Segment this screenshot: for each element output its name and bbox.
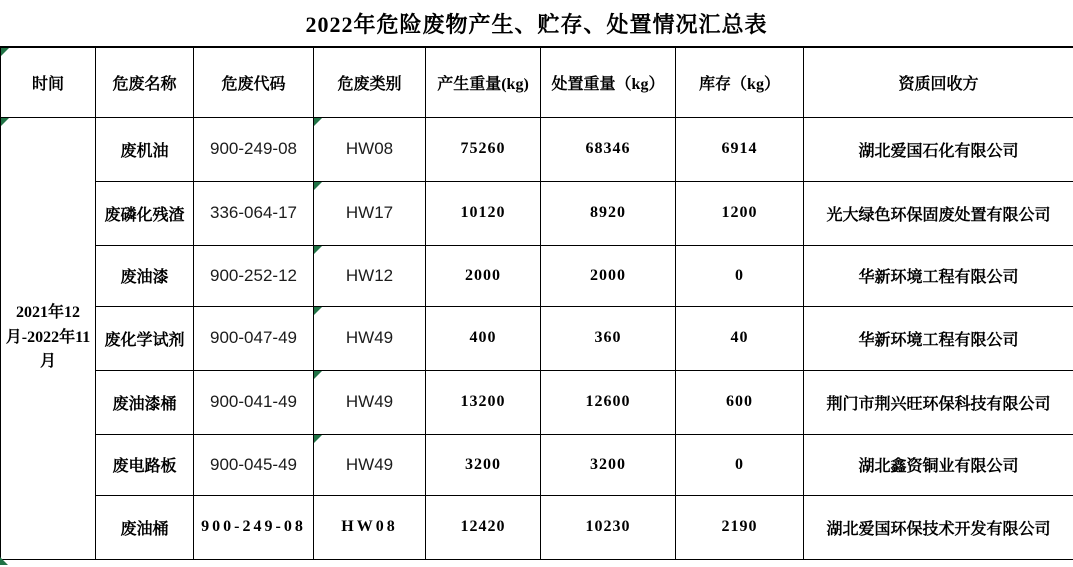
waste-category-value: HW08 [345, 139, 394, 158]
table-row [1, 495, 1073, 559]
error-indicator-icon [314, 118, 322, 126]
error-indicator-icon [314, 307, 322, 315]
cell-stock[interactable] [676, 434, 804, 495]
cell-recycler[interactable] [804, 245, 1073, 306]
table-row [1, 434, 1073, 495]
cell-stock[interactable] [676, 495, 804, 559]
cell-stock[interactable] [676, 245, 804, 306]
waste-category-value: HW12 [345, 265, 394, 285]
cell-stock[interactable] [676, 370, 804, 434]
waste-code-value: 900-047-49 [210, 328, 297, 347]
waste-name-value: 废电路板 [112, 458, 177, 475]
waste-name-value: 废油漆 [120, 269, 169, 286]
cell-waste-name[interactable] [96, 117, 194, 181]
generated-weight-value: 400 [469, 329, 497, 346]
waste-category-value: HW49 [345, 392, 394, 411]
cell-disposed-weight[interactable] [541, 181, 676, 245]
recycler-value: 湖北爱国石化有限公司 [858, 142, 1019, 160]
waste-code-value: 336-064-17 [210, 203, 297, 222]
cell-disposed-weight[interactable] [541, 370, 676, 434]
disposed-weight-value: 3200 [590, 455, 626, 473]
disposed-weight-value: 360 [594, 329, 622, 346]
cell-recycler[interactable] [804, 370, 1073, 434]
waste-name-value: 废化学试剂 [104, 331, 185, 349]
generated-weight-value: 13200 [460, 393, 506, 410]
header-disposed-weight-label: 处置重量（kg） [551, 75, 665, 93]
header-time-label: 时间 [31, 75, 64, 93]
cell-waste-name[interactable] [96, 495, 194, 559]
header-time[interactable] [1, 47, 96, 117]
recycler-value: 华新环境工程有限公司 [858, 331, 1019, 349]
disposed-weight-value: 2000 [590, 266, 626, 284]
error-indicator-icon [314, 435, 322, 443]
cell-generated-weight[interactable] [426, 370, 541, 434]
cell-generated-weight[interactable] [426, 181, 541, 245]
waste-category-value: HW49 [345, 328, 394, 347]
waste-name-value: 废磷化残渣 [104, 206, 185, 224]
error-indicator-icon [314, 182, 322, 190]
cell-waste-name[interactable] [96, 434, 194, 495]
cell-disposed-weight[interactable] [541, 117, 676, 181]
waste-name-value: 废油漆桶 [112, 395, 177, 413]
error-indicator-icon [314, 371, 322, 379]
header-recycler-label: 资质回收方 [898, 75, 979, 93]
recycler-value: 荆门市荆兴旺环保科技有限公司 [826, 395, 1051, 413]
cell-waste-code[interactable] [194, 434, 314, 495]
waste-code-value: 900-045-49 [210, 454, 297, 474]
recycler-value: 湖北爱国环保技术开发有限公司 [826, 520, 1051, 538]
cell-disposed-weight[interactable] [541, 434, 676, 495]
recycler-value: 华新环境工程有限公司 [858, 269, 1019, 286]
generated-weight-value: 3200 [465, 455, 501, 473]
cell-waste-code[interactable] [194, 181, 314, 245]
cell-recycler[interactable] [804, 117, 1073, 181]
table-row [1, 245, 1073, 306]
header-waste-category-label: 危废类别 [337, 75, 402, 93]
disposed-weight-value: 10230 [585, 518, 631, 535]
waste-code-value: 900-041-49 [210, 392, 297, 411]
header-waste-code-label: 危废代码 [221, 75, 286, 93]
cell-waste-category[interactable] [314, 495, 426, 559]
cell-waste-name[interactable] [96, 370, 194, 434]
header-stock-label: 库存（kg） [699, 75, 780, 93]
cell-waste-category[interactable] [314, 370, 426, 434]
cell-waste-code[interactable] [194, 306, 314, 370]
generated-weight-value: 12420 [460, 518, 506, 535]
recycler-value: 湖北鑫资铜业有限公司 [858, 458, 1019, 475]
waste-code-value: 900-252-12 [210, 265, 297, 285]
waste-category-value: HW08 [341, 518, 398, 535]
time-period-value: 2021年12月-2022年11月 [5, 303, 91, 371]
stock-value: 1200 [721, 204, 758, 221]
header-waste-name-label: 危废名称 [112, 75, 177, 93]
cell-time-period[interactable] [1, 117, 96, 559]
header-disposed-weight[interactable] [541, 47, 676, 117]
waste-category-value: HW49 [345, 454, 394, 474]
table-row [1, 117, 1073, 181]
waste-name-value: 废油桶 [120, 520, 169, 538]
disposed-weight-value: 68346 [585, 140, 631, 157]
header-row [1, 47, 1073, 117]
table-row [1, 306, 1073, 370]
waste-category-value: HW17 [345, 203, 394, 222]
cell-generated-weight[interactable] [426, 306, 541, 370]
header-stock[interactable] [676, 47, 804, 117]
header-recycler[interactable] [804, 47, 1073, 117]
stock-value: 40 [730, 329, 749, 346]
stock-value: 0 [735, 455, 744, 473]
cell-recycler[interactable] [804, 181, 1073, 245]
cell-recycler[interactable] [804, 306, 1073, 370]
cell-waste-category[interactable] [314, 306, 426, 370]
cell-generated-weight[interactable] [426, 495, 541, 559]
waste-name-value: 废机油 [120, 142, 169, 160]
cell-stock[interactable] [676, 306, 804, 370]
generated-weight-value: 10120 [460, 204, 506, 221]
cell-generated-weight[interactable] [426, 245, 541, 306]
error-indicator-icon [0, 557, 8, 565]
header-generated-weight-label: 产生重量(kg) [437, 75, 529, 93]
generated-weight-value: 75260 [460, 140, 506, 157]
error-indicator-icon [1, 118, 9, 126]
cell-recycler[interactable] [804, 495, 1073, 559]
cell-waste-category[interactable] [314, 245, 426, 306]
cell-waste-code[interactable] [194, 495, 314, 559]
header-waste-code[interactable] [194, 47, 314, 117]
waste-code-value: 900-249-08 [201, 518, 306, 535]
cell-waste-category[interactable] [314, 434, 426, 495]
cell-waste-name[interactable] [96, 181, 194, 245]
recycler-value: 光大绿色环保固废处置有限公司 [826, 206, 1051, 224]
cell-waste-code[interactable] [194, 245, 314, 306]
generated-weight-value: 2000 [465, 266, 501, 284]
header-generated-weight[interactable] [426, 47, 541, 117]
error-indicator-icon [314, 246, 322, 254]
stock-value: 600 [726, 393, 753, 410]
stock-value: 6914 [721, 140, 758, 157]
cell-waste-code[interactable] [194, 370, 314, 434]
disposed-weight-value: 8920 [590, 204, 626, 221]
table-row [1, 181, 1073, 245]
cell-waste-name[interactable] [96, 306, 194, 370]
hazardous-waste-table [0, 46, 1073, 560]
cell-disposed-weight[interactable] [541, 245, 676, 306]
waste-code-value: 900-249-08 [210, 139, 297, 158]
stock-value: 2190 [721, 518, 758, 535]
table-row [1, 370, 1073, 434]
cell-waste-category[interactable] [314, 181, 426, 245]
cell-stock[interactable] [676, 117, 804, 181]
error-indicator-icon [1, 48, 9, 56]
page-title: 2022年危险废物产生、贮存、处置情况汇总表 [305, 11, 768, 37]
disposed-weight-value: 12600 [585, 393, 631, 410]
cell-waste-category[interactable] [314, 117, 426, 181]
header-waste-category[interactable] [314, 47, 426, 117]
cell-stock[interactable] [676, 181, 804, 245]
cell-generated-weight[interactable] [426, 434, 541, 495]
stock-value: 0 [735, 266, 744, 284]
cell-waste-code[interactable] [194, 117, 314, 181]
cell-recycler[interactable] [804, 434, 1073, 495]
cell-generated-weight[interactable] [426, 117, 541, 181]
cell-waste-name[interactable] [96, 245, 194, 306]
cell-disposed-weight[interactable] [541, 495, 676, 559]
cell-disposed-weight[interactable] [541, 306, 676, 370]
header-waste-name[interactable] [96, 47, 194, 117]
